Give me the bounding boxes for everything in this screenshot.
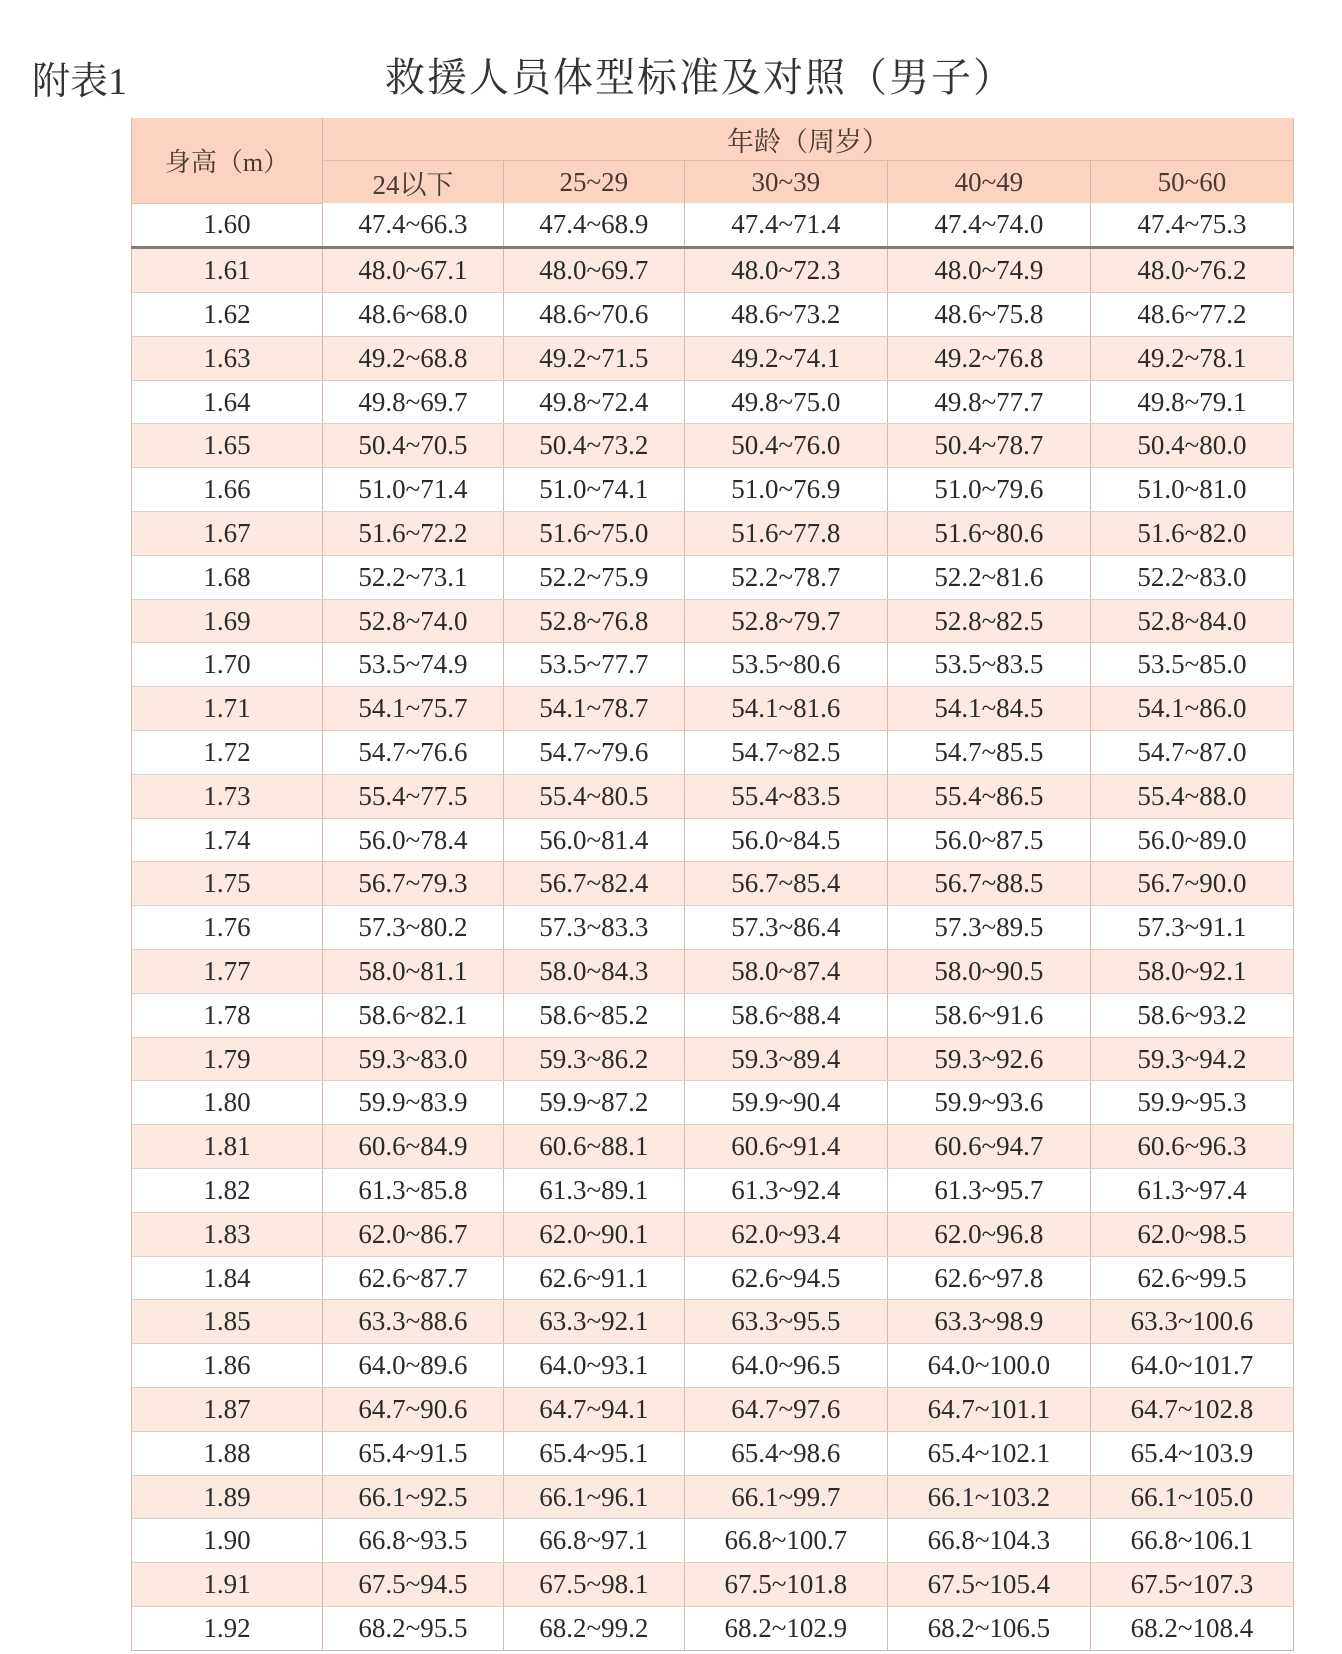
table-row <box>132 380 1294 424</box>
weight-range-cell: 48.6~68.0 <box>323 293 504 337</box>
height-cell: 1.72 <box>132 731 323 775</box>
weight-range-cell: 65.4~95.1 <box>503 1431 684 1475</box>
weight-range-cell: 51.6~80.6 <box>887 512 1090 556</box>
appendix-label: 附表1 <box>32 61 128 103</box>
weight-range-cell: 54.7~85.5 <box>887 731 1090 775</box>
weight-range-cell: 58.0~84.3 <box>503 950 684 994</box>
height-cell: 1.78 <box>132 993 323 1037</box>
weight-range-cell: 58.0~81.1 <box>323 950 504 994</box>
weight-range-cell: 56.7~88.5 <box>887 862 1090 906</box>
weight-range-cell: 62.6~99.5 <box>1090 1256 1293 1300</box>
weight-range-cell: 63.3~98.9 <box>887 1300 1090 1344</box>
table-row <box>132 906 1294 950</box>
height-cell: 1.67 <box>132 512 323 556</box>
weight-range-cell: 53.5~74.9 <box>323 643 504 687</box>
height-cell: 1.68 <box>132 555 323 599</box>
height-cell: 1.91 <box>132 1563 323 1607</box>
height-column-header: 身高（m） <box>132 118 323 203</box>
weight-range-cell: 66.1~99.7 <box>684 1475 887 1519</box>
weight-range-cell: 52.8~84.0 <box>1090 599 1293 643</box>
table-row <box>132 1519 1294 1563</box>
weight-range-cell: 56.0~81.4 <box>503 818 684 862</box>
weight-range-cell: 55.4~83.5 <box>684 774 887 818</box>
weight-range-cell: 49.8~79.1 <box>1090 380 1293 424</box>
weight-range-cell: 54.7~82.5 <box>684 731 887 775</box>
height-cell: 1.66 <box>132 468 323 512</box>
weight-range-cell: 63.3~88.6 <box>323 1300 504 1344</box>
weight-range-cell: 54.7~76.6 <box>323 731 504 775</box>
weight-range-cell: 57.3~80.2 <box>323 906 504 950</box>
weight-range-cell: 63.3~100.6 <box>1090 1300 1293 1344</box>
weight-range-cell: 61.3~85.8 <box>323 1169 504 1213</box>
weight-range-cell: 60.6~84.9 <box>323 1125 504 1169</box>
height-cell: 1.77 <box>132 950 323 994</box>
weight-range-cell: 57.3~83.3 <box>503 906 684 950</box>
weight-range-cell: 58.0~87.4 <box>684 950 887 994</box>
weight-range-cell: 55.4~77.5 <box>323 774 504 818</box>
weight-range-cell: 64.7~90.6 <box>323 1388 504 1432</box>
weight-range-cell: 57.3~86.4 <box>684 906 887 950</box>
weight-range-cell: 48.0~67.1 <box>323 248 504 293</box>
table-row <box>132 1563 1294 1607</box>
weight-range-cell: 62.0~98.5 <box>1090 1212 1293 1256</box>
weight-range-cell: 56.7~90.0 <box>1090 862 1293 906</box>
weight-range-cell: 48.6~73.2 <box>684 293 887 337</box>
weight-range-cell: 56.7~85.4 <box>684 862 887 906</box>
weight-range-cell: 66.1~103.2 <box>887 1475 1090 1519</box>
weight-range-cell: 47.4~66.3 <box>323 203 504 248</box>
table-row <box>132 1037 1294 1081</box>
table-row <box>132 1431 1294 1475</box>
height-cell: 1.90 <box>132 1519 323 1563</box>
weight-range-cell: 49.2~68.8 <box>323 336 504 380</box>
weight-range-cell: 65.4~91.5 <box>323 1431 504 1475</box>
table-row <box>132 1475 1294 1519</box>
weight-range-cell: 59.9~83.9 <box>323 1081 504 1125</box>
weight-range-cell: 58.0~92.1 <box>1090 950 1293 994</box>
weight-range-cell: 52.2~78.7 <box>684 555 887 599</box>
table-row <box>132 774 1294 818</box>
weight-range-cell: 51.6~82.0 <box>1090 512 1293 556</box>
height-cell: 1.71 <box>132 687 323 731</box>
weight-range-cell: 47.4~74.0 <box>887 203 1090 248</box>
weight-range-cell: 51.0~71.4 <box>323 468 504 512</box>
height-cell: 1.63 <box>132 336 323 380</box>
height-cell: 1.60 <box>132 203 323 248</box>
age-column-header: 30~39 <box>684 161 887 204</box>
weight-range-cell: 57.3~91.1 <box>1090 906 1293 950</box>
weight-range-cell: 49.8~75.0 <box>684 380 887 424</box>
weight-range-cell: 53.5~85.0 <box>1090 643 1293 687</box>
weight-range-cell: 58.6~85.2 <box>503 993 684 1037</box>
height-cell: 1.75 <box>132 862 323 906</box>
height-cell: 1.83 <box>132 1212 323 1256</box>
height-cell: 1.64 <box>132 380 323 424</box>
table-row <box>132 424 1294 468</box>
weight-range-cell: 56.7~79.3 <box>323 862 504 906</box>
height-cell: 1.81 <box>132 1125 323 1169</box>
weight-range-cell: 49.8~69.7 <box>323 380 504 424</box>
height-cell: 1.70 <box>132 643 323 687</box>
weight-range-cell: 64.0~101.7 <box>1090 1344 1293 1388</box>
height-cell: 1.86 <box>132 1344 323 1388</box>
table-row <box>132 1256 1294 1300</box>
weight-range-cell: 64.7~102.8 <box>1090 1388 1293 1432</box>
height-cell: 1.79 <box>132 1037 323 1081</box>
weight-range-cell: 66.8~100.7 <box>684 1519 887 1563</box>
height-cell: 1.80 <box>132 1081 323 1125</box>
weight-range-cell: 51.6~75.0 <box>503 512 684 556</box>
weight-range-cell: 52.2~75.9 <box>503 555 684 599</box>
weight-range-cell: 62.6~91.1 <box>503 1256 684 1300</box>
weight-range-cell: 51.6~72.2 <box>323 512 504 556</box>
height-cell: 1.84 <box>132 1256 323 1300</box>
table-row <box>132 555 1294 599</box>
weight-range-cell: 59.9~87.2 <box>503 1081 684 1125</box>
weight-range-cell: 58.6~91.6 <box>887 993 1090 1037</box>
table-row <box>132 1169 1294 1213</box>
height-cell: 1.82 <box>132 1169 323 1213</box>
weight-range-cell: 58.0~90.5 <box>887 950 1090 994</box>
weight-range-cell: 59.9~95.3 <box>1090 1081 1293 1125</box>
weight-range-cell: 68.2~106.5 <box>887 1607 1090 1651</box>
weight-range-cell: 60.6~94.7 <box>887 1125 1090 1169</box>
weight-range-cell: 62.0~93.4 <box>684 1212 887 1256</box>
weight-range-cell: 62.6~97.8 <box>887 1256 1090 1300</box>
height-cell: 1.89 <box>132 1475 323 1519</box>
height-cell: 1.85 <box>132 1300 323 1344</box>
weight-range-cell: 52.8~76.8 <box>503 599 684 643</box>
weight-range-cell: 52.2~81.6 <box>887 555 1090 599</box>
weight-range-cell: 49.2~78.1 <box>1090 336 1293 380</box>
table-row <box>132 687 1294 731</box>
weight-range-cell: 49.2~76.8 <box>887 336 1090 380</box>
height-cell: 1.87 <box>132 1388 323 1432</box>
age-column-header: 50~60 <box>1090 161 1293 204</box>
weight-range-cell: 66.8~106.1 <box>1090 1519 1293 1563</box>
height-cell: 1.69 <box>132 599 323 643</box>
weight-range-cell: 59.3~92.6 <box>887 1037 1090 1081</box>
weight-range-cell: 65.4~102.1 <box>887 1431 1090 1475</box>
weight-range-cell: 66.1~105.0 <box>1090 1475 1293 1519</box>
age-column-header: 40~49 <box>887 161 1090 204</box>
weight-range-cell: 64.7~97.6 <box>684 1388 887 1432</box>
weight-range-cell: 53.5~80.6 <box>684 643 887 687</box>
weight-range-cell: 61.3~92.4 <box>684 1169 887 1213</box>
weight-range-cell: 64.0~96.5 <box>684 1344 887 1388</box>
weight-range-cell: 64.0~100.0 <box>887 1344 1090 1388</box>
weight-range-cell: 61.3~89.1 <box>503 1169 684 1213</box>
weight-range-cell: 64.7~101.1 <box>887 1388 1090 1432</box>
weight-range-cell: 52.8~74.0 <box>323 599 504 643</box>
weight-range-cell: 49.2~71.5 <box>503 336 684 380</box>
weight-range-cell: 49.2~74.1 <box>684 336 887 380</box>
weight-range-cell: 48.0~69.7 <box>503 248 684 293</box>
table-row <box>132 1607 1294 1651</box>
weight-range-cell: 52.2~83.0 <box>1090 555 1293 599</box>
height-cell: 1.88 <box>132 1431 323 1475</box>
table-row <box>132 203 1294 248</box>
weight-range-cell: 60.6~91.4 <box>684 1125 887 1169</box>
weight-range-cell: 62.0~86.7 <box>323 1212 504 1256</box>
weight-range-cell: 48.0~76.2 <box>1090 248 1293 293</box>
weight-range-cell: 59.3~86.2 <box>503 1037 684 1081</box>
weight-range-cell: 64.0~89.6 <box>323 1344 504 1388</box>
table-row <box>132 1388 1294 1432</box>
weight-range-cell: 68.2~95.5 <box>323 1607 504 1651</box>
weight-range-cell: 60.6~96.3 <box>1090 1125 1293 1169</box>
weight-range-cell: 66.1~96.1 <box>503 1475 684 1519</box>
weight-range-cell: 52.2~73.1 <box>323 555 504 599</box>
table-row <box>132 950 1294 994</box>
weight-range-cell: 66.1~92.5 <box>323 1475 504 1519</box>
weight-range-cell: 51.0~79.6 <box>887 468 1090 512</box>
height-cell: 1.62 <box>132 293 323 337</box>
weight-range-cell: 48.0~72.3 <box>684 248 887 293</box>
weight-range-cell: 67.5~105.4 <box>887 1563 1090 1607</box>
weight-range-cell: 47.4~68.9 <box>503 203 684 248</box>
weight-range-cell: 56.0~78.4 <box>323 818 504 862</box>
weight-range-cell: 58.6~88.4 <box>684 993 887 1037</box>
weight-range-cell: 62.0~90.1 <box>503 1212 684 1256</box>
height-cell: 1.76 <box>132 906 323 950</box>
height-cell: 1.61 <box>132 248 323 293</box>
weight-range-cell: 59.9~93.6 <box>887 1081 1090 1125</box>
weight-range-cell: 68.2~99.2 <box>503 1607 684 1651</box>
weight-range-cell: 61.3~95.7 <box>887 1169 1090 1213</box>
weight-range-cell: 49.8~77.7 <box>887 380 1090 424</box>
weight-range-cell: 56.7~82.4 <box>503 862 684 906</box>
table-row <box>132 293 1294 337</box>
weight-range-cell: 66.8~104.3 <box>887 1519 1090 1563</box>
weight-range-cell: 65.4~103.9 <box>1090 1431 1293 1475</box>
weight-range-cell: 54.7~79.6 <box>503 731 684 775</box>
weight-range-cell: 54.1~81.6 <box>684 687 887 731</box>
weight-range-cell: 57.3~89.5 <box>887 906 1090 950</box>
weight-range-cell: 47.4~75.3 <box>1090 203 1293 248</box>
weight-range-cell: 49.8~72.4 <box>503 380 684 424</box>
weight-range-cell: 54.1~78.7 <box>503 687 684 731</box>
weight-range-cell: 65.4~98.6 <box>684 1431 887 1475</box>
weight-range-cell: 54.7~87.0 <box>1090 731 1293 775</box>
weight-range-cell: 68.2~102.9 <box>684 1607 887 1651</box>
weight-range-cell: 55.4~88.0 <box>1090 774 1293 818</box>
weight-range-cell: 47.4~71.4 <box>684 203 887 248</box>
height-cell: 1.65 <box>132 424 323 468</box>
body-type-standard-table <box>131 118 1294 1651</box>
table-row <box>132 1125 1294 1169</box>
age-group-header: 年龄（周岁） <box>323 118 1294 161</box>
table-row <box>132 336 1294 380</box>
weight-range-cell: 56.0~87.5 <box>887 818 1090 862</box>
age-column-header: 24以下 <box>323 161 504 204</box>
table-row <box>132 248 1294 293</box>
table-row <box>132 1081 1294 1125</box>
table-row <box>132 1300 1294 1344</box>
weight-range-cell: 48.6~77.2 <box>1090 293 1293 337</box>
weight-range-cell: 55.4~86.5 <box>887 774 1090 818</box>
weight-range-cell: 64.7~94.1 <box>503 1388 684 1432</box>
table-row <box>132 818 1294 862</box>
weight-range-cell: 50.4~76.0 <box>684 424 887 468</box>
weight-range-cell: 59.3~83.0 <box>323 1037 504 1081</box>
weight-range-cell: 66.8~93.5 <box>323 1519 504 1563</box>
weight-range-cell: 48.6~75.8 <box>887 293 1090 337</box>
weight-range-cell: 56.0~84.5 <box>684 818 887 862</box>
weight-range-cell: 54.1~75.7 <box>323 687 504 731</box>
weight-range-cell: 67.5~101.8 <box>684 1563 887 1607</box>
weight-range-cell: 54.1~86.0 <box>1090 687 1293 731</box>
weight-range-cell: 62.6~87.7 <box>323 1256 504 1300</box>
weight-range-cell: 52.8~82.5 <box>887 599 1090 643</box>
height-cell: 1.74 <box>132 818 323 862</box>
weight-range-cell: 53.5~77.7 <box>503 643 684 687</box>
table-row <box>132 512 1294 556</box>
weight-range-cell: 52.8~79.7 <box>684 599 887 643</box>
weight-range-cell: 58.6~93.2 <box>1090 993 1293 1037</box>
weight-range-cell: 62.6~94.5 <box>684 1256 887 1300</box>
weight-range-cell: 50.4~70.5 <box>323 424 504 468</box>
table-row <box>132 731 1294 775</box>
weight-range-cell: 53.5~83.5 <box>887 643 1090 687</box>
weight-range-cell: 59.9~90.4 <box>684 1081 887 1125</box>
weight-range-cell: 54.1~84.5 <box>887 687 1090 731</box>
table-row <box>132 862 1294 906</box>
weight-range-cell: 56.0~89.0 <box>1090 818 1293 862</box>
height-cell: 1.92 <box>132 1607 323 1651</box>
weight-range-cell: 51.0~81.0 <box>1090 468 1293 512</box>
weight-range-cell: 51.6~77.8 <box>684 512 887 556</box>
height-cell: 1.73 <box>132 774 323 818</box>
weight-range-cell: 62.0~96.8 <box>887 1212 1090 1256</box>
weight-range-cell: 67.5~94.5 <box>323 1563 504 1607</box>
weight-range-cell: 55.4~80.5 <box>503 774 684 818</box>
weight-range-cell: 50.4~73.2 <box>503 424 684 468</box>
weight-range-cell: 50.4~80.0 <box>1090 424 1293 468</box>
table-row <box>132 993 1294 1037</box>
weight-range-cell: 63.3~95.5 <box>684 1300 887 1344</box>
weight-range-cell: 64.0~93.1 <box>503 1344 684 1388</box>
weight-range-cell: 61.3~97.4 <box>1090 1169 1293 1213</box>
table-row <box>132 643 1294 687</box>
weight-range-cell: 59.3~94.2 <box>1090 1037 1293 1081</box>
table-row <box>132 1344 1294 1388</box>
weight-range-cell: 67.5~98.1 <box>503 1563 684 1607</box>
weight-range-cell: 59.3~89.4 <box>684 1037 887 1081</box>
weight-range-cell: 68.2~108.4 <box>1090 1607 1293 1651</box>
weight-range-cell: 67.5~107.3 <box>1090 1563 1293 1607</box>
table-row <box>132 599 1294 643</box>
weight-range-cell: 51.0~74.1 <box>503 468 684 512</box>
weight-range-cell: 63.3~92.1 <box>503 1300 684 1344</box>
weight-range-cell: 50.4~78.7 <box>887 424 1090 468</box>
table-row <box>132 1212 1294 1256</box>
weight-range-cell: 58.6~82.1 <box>323 993 504 1037</box>
table-row <box>132 468 1294 512</box>
weight-range-cell: 51.0~76.9 <box>684 468 887 512</box>
age-column-header: 25~29 <box>503 161 684 204</box>
weight-range-cell: 60.6~88.1 <box>503 1125 684 1169</box>
weight-range-cell: 66.8~97.1 <box>503 1519 684 1563</box>
weight-range-cell: 48.6~70.6 <box>503 293 684 337</box>
weight-range-cell: 48.0~74.9 <box>887 248 1090 293</box>
document-title: 救援人员体型标准及对照（男子） <box>385 55 1015 100</box>
